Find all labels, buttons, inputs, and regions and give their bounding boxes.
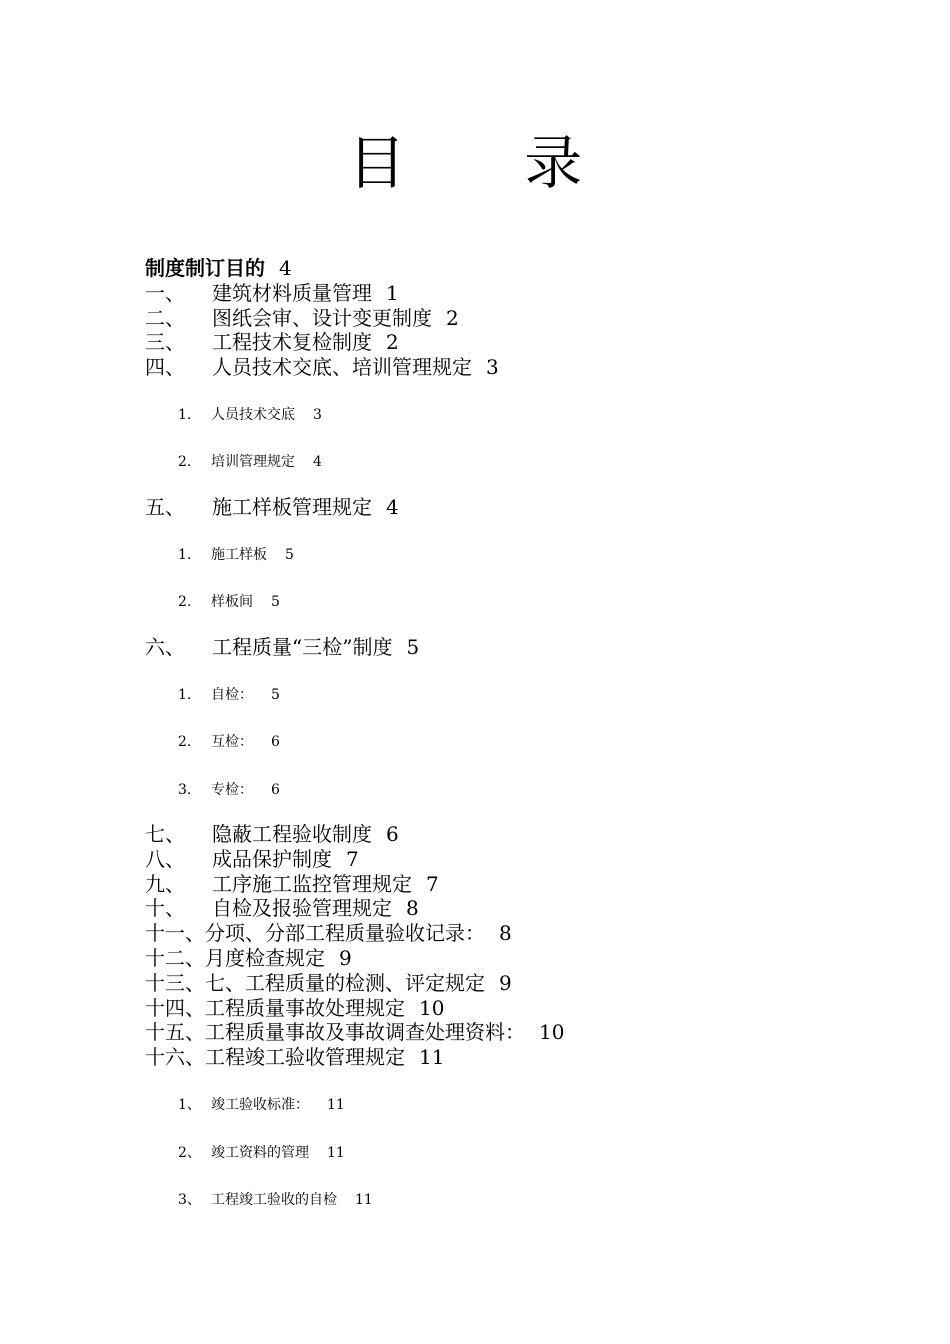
toc-entry[interactable] [145,921,865,946]
toc-entry-label: 分项、分部工程质量验收记录： [205,921,485,946]
toc-entry-number: 十四、 [145,995,205,1020]
toc-subentry-number: 1. [178,406,192,423]
toc-page-number: 5 [406,634,420,659]
toc-page-number: 10 [419,995,445,1020]
toc-subentry[interactable] [145,672,865,720]
toc-entry-number: 十六、 [145,1045,205,1070]
toc-page-number: 3 [486,355,499,380]
toc-entry[interactable] [145,1045,865,1070]
toc-entry-label: 七、工程质量的检测、评定规定 [205,970,485,995]
toc-page-number: 8 [406,896,419,921]
toc-subentry[interactable] [145,719,865,767]
toc-page-number: 9 [339,946,352,971]
toc-subentry-label: 样板间 [211,594,253,611]
toc-subentry-number: 2. [178,594,192,611]
toc-entry-label: 隐蔽工程验收制度 [212,822,372,847]
toc-entry-label: 成品保护制度 [212,846,332,871]
toc-entry-label: 施工样板管理规定 [212,494,372,519]
toc-page-number: 6 [386,822,399,847]
toc-entry[interactable] [145,306,865,331]
toc-entry-label: 工程质量事故处理规定 [205,995,405,1020]
toc-subentry-page-number: 4 [313,454,322,471]
toc-entry-label: 工程质量“三检”制度 [212,634,393,659]
toc-subentry-label: 培训管理规定 [211,454,295,471]
toc-subentry-page-number: 11 [327,1097,345,1114]
toc-subentry[interactable] [145,1130,865,1178]
toc-subentry-label: 自检： [211,686,253,703]
toc-entry-number: 五、 [145,494,185,519]
toc-subentry-page-number: 11 [327,1144,345,1161]
toc-entry[interactable] [145,355,865,380]
toc-entry[interactable] [145,996,865,1021]
toc-subentry-page-number: 5 [271,686,280,703]
toc-page-number: 2 [446,305,459,330]
toc-entry-label: 自检及报验管理规定 [212,896,392,921]
toc-entry-label: 工程竣工验收管理规定 [205,1045,405,1070]
toc-entry-number: 七、 [145,822,185,847]
toc-subentry-label: 竣工验收标准： [211,1097,309,1114]
toc-subentry[interactable] [145,532,865,580]
toc-subentry-number: 1. [178,546,192,563]
toc-entry[interactable] [145,330,865,355]
toc-subentry-number: 1、 [178,1097,201,1114]
toc-entry-number: 四、 [145,355,185,380]
toc-entry[interactable] [145,847,865,872]
toc-subentry-page-number: 5 [285,546,294,563]
toc-subentry-label: 互检： [211,734,253,751]
toc-entry[interactable] [145,495,865,520]
toc-entry-number: 十三、 [145,970,205,995]
toc-subentry-page-number: 6 [271,734,280,751]
toc-subentry-page-number: 3 [313,406,322,423]
toc-entry-number: 二、 [145,305,185,330]
toc-page-number: 2 [386,330,399,355]
toc-entry-label: 人员技术交底、培训管理规定 [212,355,472,380]
table-of-contents [145,256,865,1233]
toc-subentry-page-number: 5 [271,594,280,611]
toc-entry-number: 六、 [145,634,185,659]
toc-subentry-page-number: 6 [271,781,280,798]
toc-page-number: 11 [419,1045,445,1070]
toc-entry-number: 三、 [145,330,185,355]
toc-page-number: 1 [386,280,399,305]
toc-entry[interactable] [145,281,865,306]
toc-page-number: 8 [499,921,512,946]
toc-entry-number: 十、 [145,896,185,921]
toc-subentry-label: 施工样板 [211,546,267,563]
toc-subentry-number: 3. [178,781,192,798]
toc-subentry-label: 人员技术交底 [211,406,295,423]
toc-entry-number: 八、 [145,846,185,871]
toc-subentry-number: 2、 [178,1144,201,1161]
toc-subentry[interactable] [145,767,865,815]
toc-entry-number: 一、 [145,280,185,305]
toc-page-number: 7 [426,871,439,896]
toc-entry-label: 工程技术复检制度 [212,330,372,355]
toc-entry-label: 月度检查规定 [205,946,325,971]
toc-subentry-number: 1. [178,686,192,703]
toc-subentry[interactable] [145,439,865,487]
toc-entry-preface[interactable] [145,256,865,281]
toc-entry[interactable] [145,946,865,971]
toc-subentry-label: 专检： [211,781,253,798]
toc-entry-label: 工程质量事故及事故调查处理资料： [205,1020,525,1045]
toc-entry-label: 建筑材料质量管理 [212,280,372,305]
toc-entry-number: 十五、 [145,1020,205,1045]
toc-subentry-number: 2. [178,734,192,751]
toc-entry-number: 十二、 [145,946,205,971]
toc-subentry-number: 2. [178,454,192,471]
toc-entry-number: 九、 [145,871,185,896]
toc-subentry[interactable] [145,1177,865,1225]
toc-subentry-page-number: 11 [355,1192,373,1209]
toc-entry[interactable] [145,635,865,660]
toc-entry[interactable] [145,1020,865,1045]
toc-page-number: 4 [279,256,292,280]
toc-entry[interactable] [145,896,865,921]
toc-subentry-number: 3、 [178,1192,201,1209]
toc-subentry[interactable] [145,392,865,440]
toc-subentry-label: 竣工资料的管理 [211,1144,309,1161]
toc-page-number: 10 [539,1020,565,1045]
toc-entry[interactable] [145,872,865,897]
toc-page-number: 4 [386,494,399,519]
toc-page-number: 7 [346,846,359,871]
toc-entry[interactable] [145,822,865,847]
page-title: 目 录 [347,129,633,197]
toc-entry-label: 图纸会审、设计变更制度 [212,305,432,330]
toc-page-number: 9 [499,970,512,995]
toc-subentry-label: 工程竣工验收的自检 [211,1192,337,1209]
toc-entry[interactable] [145,971,865,996]
toc-entry-number: 十一、 [145,921,205,946]
toc-subentry[interactable] [145,1082,865,1130]
toc-entry-label: 工序施工监控管理规定 [212,871,412,896]
toc-subentry[interactable] [145,579,865,627]
toc-entry-label: 制度制订目的 [145,256,265,280]
